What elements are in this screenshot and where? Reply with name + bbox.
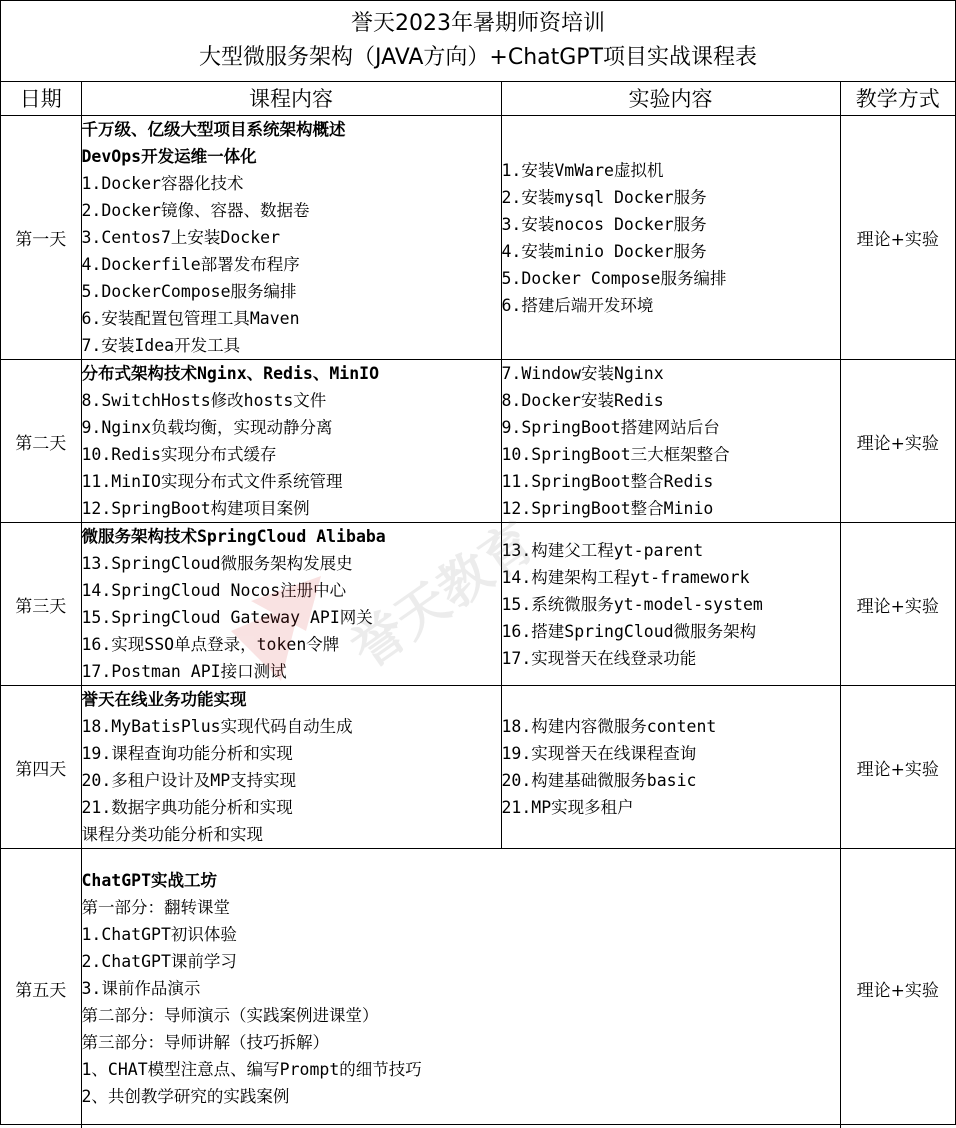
lab-line: 10.SpringBoot三大框架整合 (501, 445, 730, 464)
course-line: 1.Docker容器化技术 (81, 174, 244, 193)
lab-line: 5.Docker Compose服务编排 (501, 268, 727, 288)
table-row (1, 360, 955, 523)
lab-line: 17.实现誉天在线登录功能 (501, 648, 697, 668)
course-line: 14.SpringCloud Nocos注册中心 (81, 581, 347, 600)
course-line: 5.DockerCompose服务编排 (81, 282, 297, 301)
course-line: 2.ChatGPT课前学习 (81, 951, 237, 971)
course-line: 6.安装配置包管理工具Maven (81, 309, 300, 328)
course-line: 1、CHAT模型注意点、编写Prompt的细节技巧 (81, 1059, 422, 1079)
course-line: 15.SpringCloud Gateway API网关 (81, 608, 373, 627)
course-cell (81, 116, 501, 360)
course-line: 千万级、亿级大型项目系统架构概述 (81, 120, 346, 139)
course-line: 3.Centos7上安装Docker (81, 228, 281, 247)
course-line: 20.多租户设计及MP支持实现 (81, 771, 297, 790)
lab-line: 14.构建架构工程yt-framework (501, 567, 750, 587)
lab-cell (501, 523, 840, 686)
lab-line: 18.构建内容微服务content (501, 717, 717, 736)
table-row (1, 116, 955, 360)
course-line: DevOps开发运维一体化 (81, 147, 257, 166)
course-line: 4.Dockerfile部署发布程序 (81, 255, 300, 274)
course-line: 10.Redis实现分布式缓存 (81, 445, 277, 464)
lab-line: 13.构建父工程yt-parent (501, 540, 704, 560)
course-line: 17.Postman API接口测试 (81, 662, 287, 681)
course-line: 16.实现SSO单点登录，token令牌 (81, 635, 340, 654)
course-line: 18.MyBatisPlus实现代码自动生成 (81, 717, 353, 736)
mode-cell: 理论+实验 (840, 849, 955, 1128)
mode-cell: 理论+实验 (840, 686, 955, 849)
course-line: 2.Docker镜像、容器、数据卷 (81, 201, 310, 220)
lab-line: 8.Docker安装Redis (501, 391, 664, 410)
day-cell: 第三天 (1, 523, 81, 686)
header-date: 日期 (1, 81, 81, 116)
lab-cell (501, 116, 840, 360)
title-line-1: 誉天2023年暑期师资培训 (351, 11, 605, 36)
course-line: 3.课前作品演示 (81, 978, 201, 998)
course-line: 微服务架构技术SpringCloud Alibaba (81, 527, 386, 546)
watermark-text: 誉天教育 (341, 511, 547, 681)
course-line: 课程分类功能分析和实现 (81, 825, 263, 844)
course-line: 分布式架构技术Nginx、Redis、MinIO (81, 364, 380, 383)
course-line: 11.MinIO实现分布式文件系统管理 (81, 472, 343, 491)
lab-line: 9.SpringBoot搭建网站后台 (501, 418, 720, 437)
course-line: 第三部分：导师讲解（技巧拆解） (81, 1032, 329, 1052)
mode-cell: 理论+实验 (840, 523, 955, 686)
lab-line: 20.构建基础微服务basic (501, 771, 697, 790)
lab-line: 19.实现誉天在线课程查询 (501, 744, 697, 763)
header-mode: 教学方式 (840, 81, 955, 116)
course-line: 7.安装Idea开发工具 (81, 336, 241, 355)
table-row (1, 686, 955, 849)
header-lab: 实验内容 (501, 81, 840, 116)
lab-line: 1.安装VmWare虚拟机 (501, 160, 664, 180)
course-line: 1.ChatGPT初识体验 (81, 924, 237, 944)
day-cell: 第四天 (1, 686, 81, 849)
course-line: 13.SpringCloud微服务架构发展史 (81, 554, 353, 573)
header-row (1, 81, 955, 116)
course-line: ChatGPT实战工坊 (81, 870, 218, 890)
mode-cell: 理论+实验 (840, 360, 955, 523)
course-line: 12.SpringBoot构建项目案例 (81, 499, 310, 518)
course-line: 2、共创教学研究的实践案例 (81, 1086, 290, 1106)
lab-line: 16.搭建SpringCloud微服务架构 (501, 621, 757, 641)
course-line: 誉天在线业务功能实现 (81, 690, 247, 709)
table-row (1, 849, 955, 1128)
lab-cell (501, 360, 840, 523)
day-cell: 第二天 (1, 360, 81, 523)
lab-line: 2.安装mysql Docker服务 (501, 187, 707, 207)
day-cell: 第五天 (1, 849, 81, 1128)
lab-cell (501, 686, 840, 849)
course-line: 8.SwitchHosts修改hosts文件 (81, 391, 327, 410)
course-line: 第一部分：翻转课堂 (81, 897, 230, 917)
day-cell: 第一天 (1, 116, 81, 360)
course-cell (81, 686, 501, 849)
schedule-table (1, 81, 955, 1128)
table-row (1, 523, 955, 686)
course-cell (81, 360, 501, 523)
lab-line: 11.SpringBoot整合Redis (501, 472, 714, 491)
lab-line: 15.系统微服务yt-model-system (501, 594, 763, 614)
course-cell (81, 523, 501, 686)
header-course: 课程内容 (81, 81, 501, 116)
course-line: 9.Nginx负载均衡，实现动静分离 (81, 418, 333, 437)
mode-cell: 理论+实验 (840, 116, 955, 360)
course-line: 19.课程查询功能分析和实现 (81, 744, 293, 763)
lab-line: 4.安装minio Docker服务 (501, 241, 707, 261)
lab-line: 7.Window安装Nginx (501, 364, 664, 383)
lab-line: 21.MP实现多租户 (501, 798, 634, 817)
lab-line: 12.SpringBoot整合Minio (501, 499, 714, 518)
title-block (1, 1, 955, 82)
course-line: 第二部分：导师演示（实践案例进课堂） (81, 1005, 379, 1025)
lab-line: 6.搭建后端开发环境 (501, 295, 654, 315)
course-cell (81, 849, 840, 1128)
lab-line: 3.安装nocos Docker服务 (501, 214, 707, 234)
title-line-2: 大型微服务架构（JAVA方向）+ChatGPT项目实战课程表 (198, 45, 758, 70)
course-line: 21.数据字典功能分析和实现 (81, 798, 293, 817)
